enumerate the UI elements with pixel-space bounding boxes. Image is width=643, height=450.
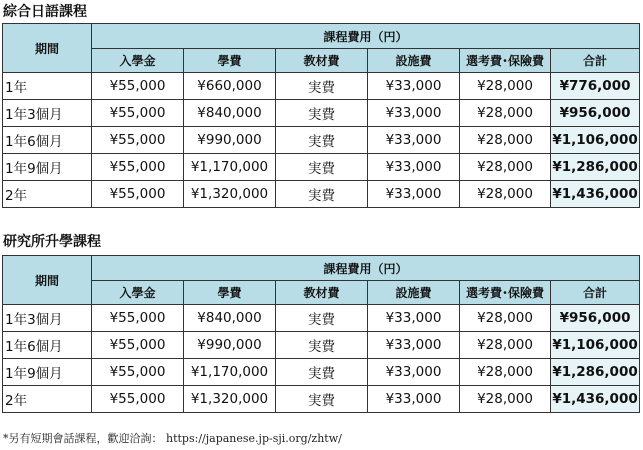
facilities-cell: ¥33,000 xyxy=(368,332,460,359)
column-header-materials: 教材費 xyxy=(276,281,368,305)
header-period: 期間 xyxy=(3,24,92,73)
period-cell: 1年3個月 xyxy=(3,305,92,332)
materials-cell: 実費 xyxy=(276,305,368,332)
screening-insurance-cell: ¥28,000 xyxy=(460,332,551,359)
materials-cell: 実費 xyxy=(276,73,368,100)
screening-insurance-cell: ¥28,000 xyxy=(460,386,551,413)
table-row xyxy=(3,73,640,100)
column-header-tuition: 學費 xyxy=(184,49,276,73)
table-row xyxy=(3,127,640,154)
facilities-cell: ¥33,000 xyxy=(368,359,460,386)
column-header-screening-insurance: 選考費･保險費 xyxy=(460,49,551,73)
entrance-fee-cell: ¥55,000 xyxy=(92,359,184,386)
entrance-fee-cell: ¥55,000 xyxy=(92,100,184,127)
period-cell: 1年 xyxy=(3,73,92,100)
entrance-fee-cell: ¥55,000 xyxy=(92,127,184,154)
total-cell: ¥1,286,000 xyxy=(551,359,640,386)
screening-insurance-cell: ¥28,000 xyxy=(460,100,551,127)
facilities-cell: ¥33,000 xyxy=(368,386,460,413)
footnote-short-course: *另有短期會話課程，歡迎洽詢： https://japanese.jp-sji.org/zhtw/ xyxy=(3,432,342,445)
tuition-cell: ¥1,170,000 xyxy=(184,154,276,181)
screening-insurance-cell: ¥28,000 xyxy=(460,154,551,181)
total-cell: ¥1,436,000 xyxy=(551,181,640,208)
entrance-fee-cell: ¥55,000 xyxy=(92,386,184,413)
period-cell: 1年6個月 xyxy=(3,332,92,359)
tuition-cell: ¥1,320,000 xyxy=(184,386,276,413)
materials-cell: 実費 xyxy=(276,359,368,386)
facilities-cell: ¥33,000 xyxy=(368,73,460,100)
tuition-cell: ¥1,320,000 xyxy=(184,181,276,208)
table-row xyxy=(3,181,640,208)
total-cell: ¥776,000 xyxy=(551,73,640,100)
facilities-cell: ¥33,000 xyxy=(368,100,460,127)
materials-cell: 実費 xyxy=(276,332,368,359)
facilities-cell: ¥33,000 xyxy=(368,305,460,332)
period-cell: 1年9個月 xyxy=(3,359,92,386)
column-header-materials: 教材費 xyxy=(276,49,368,73)
entrance-fee-cell: ¥55,000 xyxy=(92,181,184,208)
entrance-fee-cell: ¥55,000 xyxy=(92,305,184,332)
materials-cell: 実費 xyxy=(276,154,368,181)
tuition-cell: ¥1,170,000 xyxy=(184,359,276,386)
column-header-screening-insurance: 選考費･保險費 xyxy=(460,281,551,305)
total-cell: ¥1,286,000 xyxy=(551,154,640,181)
entrance-fee-cell: ¥55,000 xyxy=(92,332,184,359)
table-row xyxy=(3,100,640,127)
fee-table-graduate-prep xyxy=(2,255,640,413)
table-row xyxy=(3,386,640,413)
column-header-facilities: 設施費 xyxy=(368,49,460,73)
facilities-cell: ¥33,000 xyxy=(368,127,460,154)
column-header-total: 合計 xyxy=(551,49,640,73)
total-cell: ¥956,000 xyxy=(551,100,640,127)
screening-insurance-cell: ¥28,000 xyxy=(460,127,551,154)
column-header-tuition: 學費 xyxy=(184,281,276,305)
total-cell: ¥1,436,000 xyxy=(551,386,640,413)
materials-cell: 実費 xyxy=(276,127,368,154)
tuition-cell: ¥660,000 xyxy=(184,73,276,100)
materials-cell: 実費 xyxy=(276,386,368,413)
screening-insurance-cell: ¥28,000 xyxy=(460,181,551,208)
header-period: 期間 xyxy=(3,256,92,305)
screening-insurance-cell: ¥28,000 xyxy=(460,73,551,100)
materials-cell: 実費 xyxy=(276,181,368,208)
header-course-fees: 課程費用（円） xyxy=(92,24,640,49)
header-course-fees: 課程費用（円） xyxy=(92,256,640,281)
total-cell: ¥1,106,000 xyxy=(551,332,640,359)
facilities-cell: ¥33,000 xyxy=(368,154,460,181)
table-row xyxy=(3,305,640,332)
column-header-entrance-fee: 入學金 xyxy=(92,49,184,73)
fee-table-general-japanese xyxy=(2,23,640,208)
total-cell: ¥1,106,000 xyxy=(551,127,640,154)
period-cell: 1年3個月 xyxy=(3,100,92,127)
section-title-general-japanese: 綜合日語課程 xyxy=(3,4,87,20)
table-row xyxy=(3,332,640,359)
column-header-entrance-fee: 入學金 xyxy=(92,281,184,305)
entrance-fee-cell: ¥55,000 xyxy=(92,154,184,181)
facilities-cell: ¥33,000 xyxy=(368,181,460,208)
tuition-cell: ¥840,000 xyxy=(184,100,276,127)
section-title-graduate-prep: 研究所升學課程 xyxy=(3,234,101,250)
tuition-cell: ¥840,000 xyxy=(184,305,276,332)
column-header-total: 合計 xyxy=(551,281,640,305)
screening-insurance-cell: ¥28,000 xyxy=(460,359,551,386)
total-cell: ¥956,000 xyxy=(551,305,640,332)
materials-cell: 実費 xyxy=(276,100,368,127)
period-cell: 1年6個月 xyxy=(3,127,92,154)
entrance-fee-cell: ¥55,000 xyxy=(92,73,184,100)
table-row xyxy=(3,154,640,181)
period-cell: 2年 xyxy=(3,181,92,208)
table-row xyxy=(3,359,640,386)
tuition-cell: ¥990,000 xyxy=(184,332,276,359)
period-cell: 1年9個月 xyxy=(3,154,92,181)
period-cell: 2年 xyxy=(3,386,92,413)
tuition-cell: ¥990,000 xyxy=(184,127,276,154)
screening-insurance-cell: ¥28,000 xyxy=(460,305,551,332)
column-header-facilities: 設施費 xyxy=(368,281,460,305)
